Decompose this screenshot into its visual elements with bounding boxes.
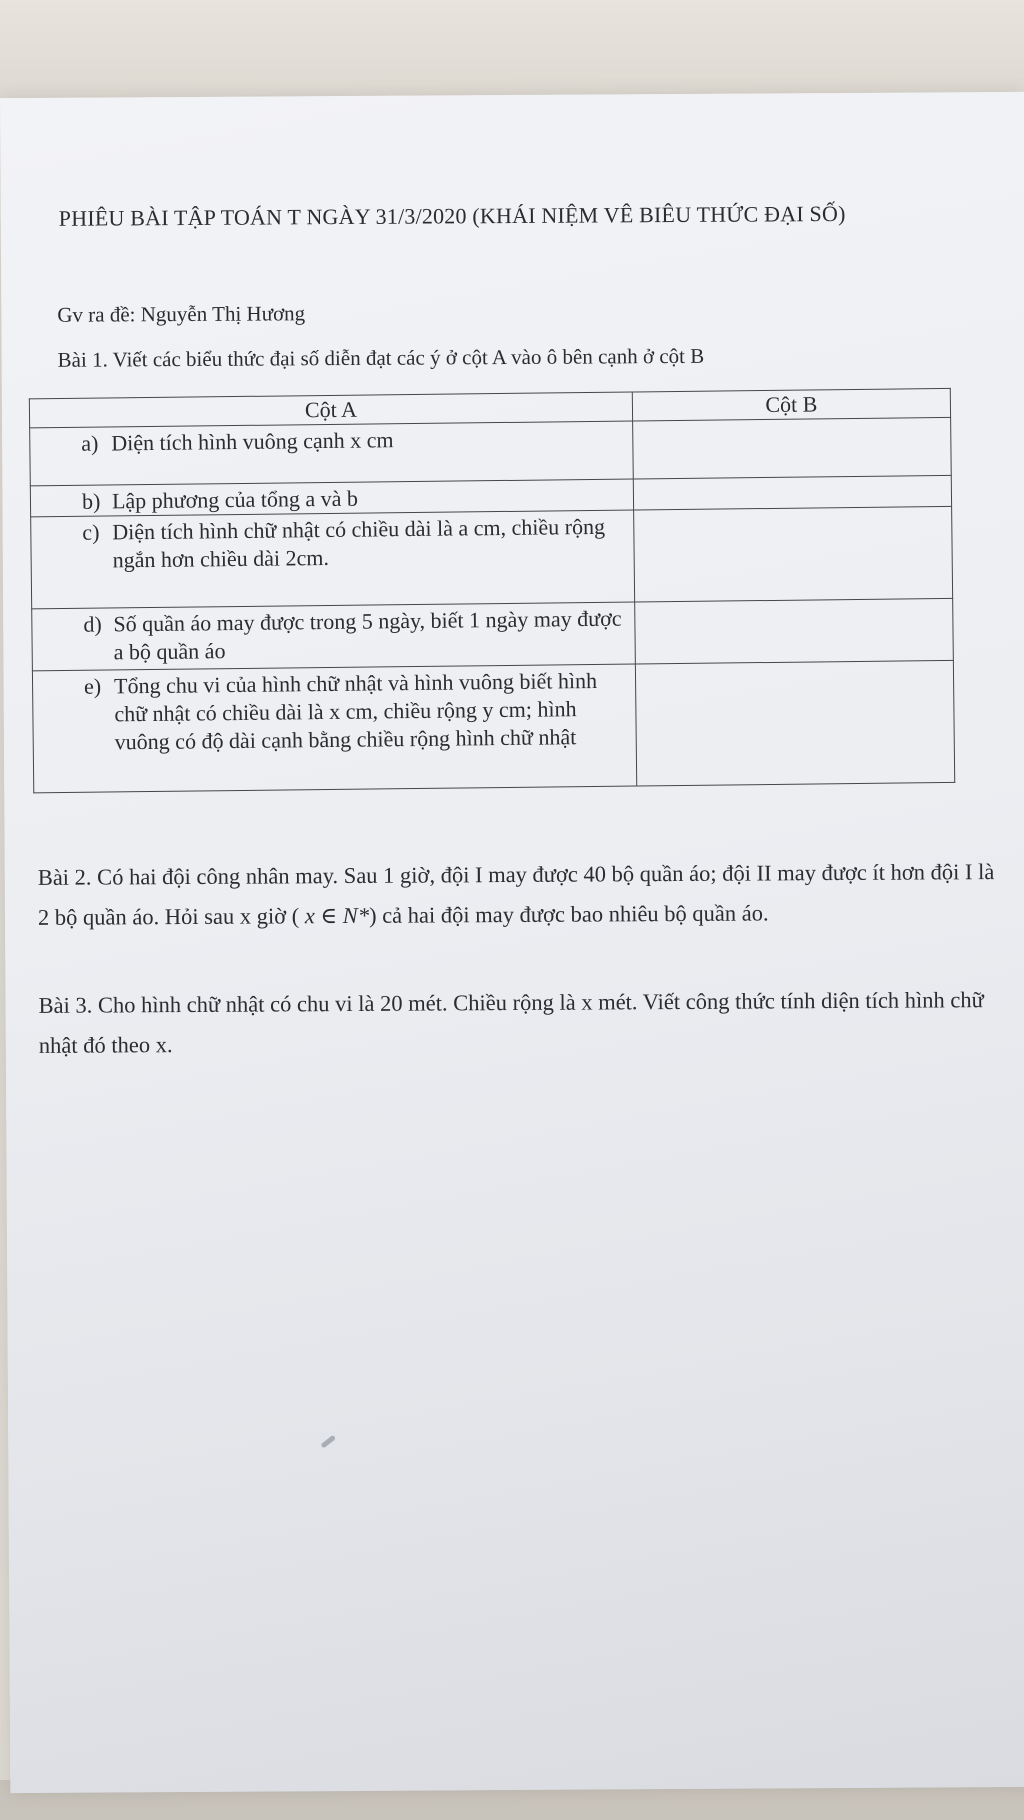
column-a-cell — [30, 421, 634, 486]
row-marker: b) — [81, 488, 101, 514]
answer-cell[interactable] — [633, 417, 952, 479]
row-marker: a) — [81, 430, 99, 456]
exercise-2-math: x ∈ N* — [304, 902, 370, 929]
answer-cell[interactable] — [634, 506, 953, 602]
row-text: Diện tích hình vuông cạnh x cm — [111, 427, 394, 456]
column-b-header: Cột B — [632, 388, 950, 421]
column-a-cell — [31, 510, 635, 609]
row-marker: c) — [82, 519, 100, 545]
exercise-2 — [38, 852, 1008, 938]
answer-cell[interactable] — [635, 598, 954, 664]
exercise-2-text-end: ) cả hai đội may được bao nhiêu bộ quần áo. — [368, 900, 769, 928]
row-text: Số quần áo may được trong 5 ngày, biết 1 ngày may được a bộ quần áo — [113, 605, 622, 665]
column-a-header: Cột A — [29, 392, 632, 428]
pen-mark — [320, 1435, 336, 1449]
row-marker: e) — [83, 673, 102, 699]
answer-cell[interactable] — [635, 660, 954, 786]
row-marker: d) — [83, 611, 102, 637]
worksheet-title: PHIÊU BÀI TẬP TOÁN T NGÀY 31/3/2020 (KHÁI NIỆM VÊ BIÊU THỨC ĐẠI SỐ) — [58, 200, 846, 231]
exercise-2-text-start: Bài 2. Có hai đội công nhân may. Sau 1 giờ, đội I may được 40 bộ quần áo; đội II may được ít hơn đội I là 2 bộ quần áo. Hỏi sau x giờ ( — [37, 859, 995, 930]
row-text: Lập phương của tổng a và b — [111, 485, 359, 514]
column-a-cell — [32, 664, 636, 793]
exercise-1-table — [29, 388, 955, 793]
row-text: Diện tích hình chữ nhật có chiều dài là a cm, chiều rộng ngắn hơn chiều dài 2cm. — [112, 513, 606, 573]
row-text: Tổng chu vi của hình chữ nhật và hình vuông biết hình chữ nhật có chiều dài là x cm, chiều rộng y cm; hình vuông có độ dài cạnh bằng chiều rộng hình chữ nhật — [113, 667, 598, 755]
exercise-1-prompt: Bài 1. Viết các biểu thức đại số diễn đạt các ý ở cột A vào ô bên cạnh ở cột B — [57, 343, 705, 372]
table-row — [31, 506, 953, 608]
answer-cell[interactable] — [633, 475, 951, 510]
table-row — [32, 598, 954, 670]
table-row — [30, 417, 952, 485]
exercise-3: Bài 3. Cho hình chữ nhật có chu vi là 20 mét. Chiều rộng là x mét. Viết công thức tính diện tích hình chữ nhật đó theo x. — [38, 987, 984, 1058]
table-row — [32, 660, 954, 792]
worksheet-author: Gv ra đề: Nguyễn Thị Hương — [57, 301, 306, 327]
worksheet-paper — [0, 92, 1024, 1793]
column-a-cell — [32, 602, 636, 671]
